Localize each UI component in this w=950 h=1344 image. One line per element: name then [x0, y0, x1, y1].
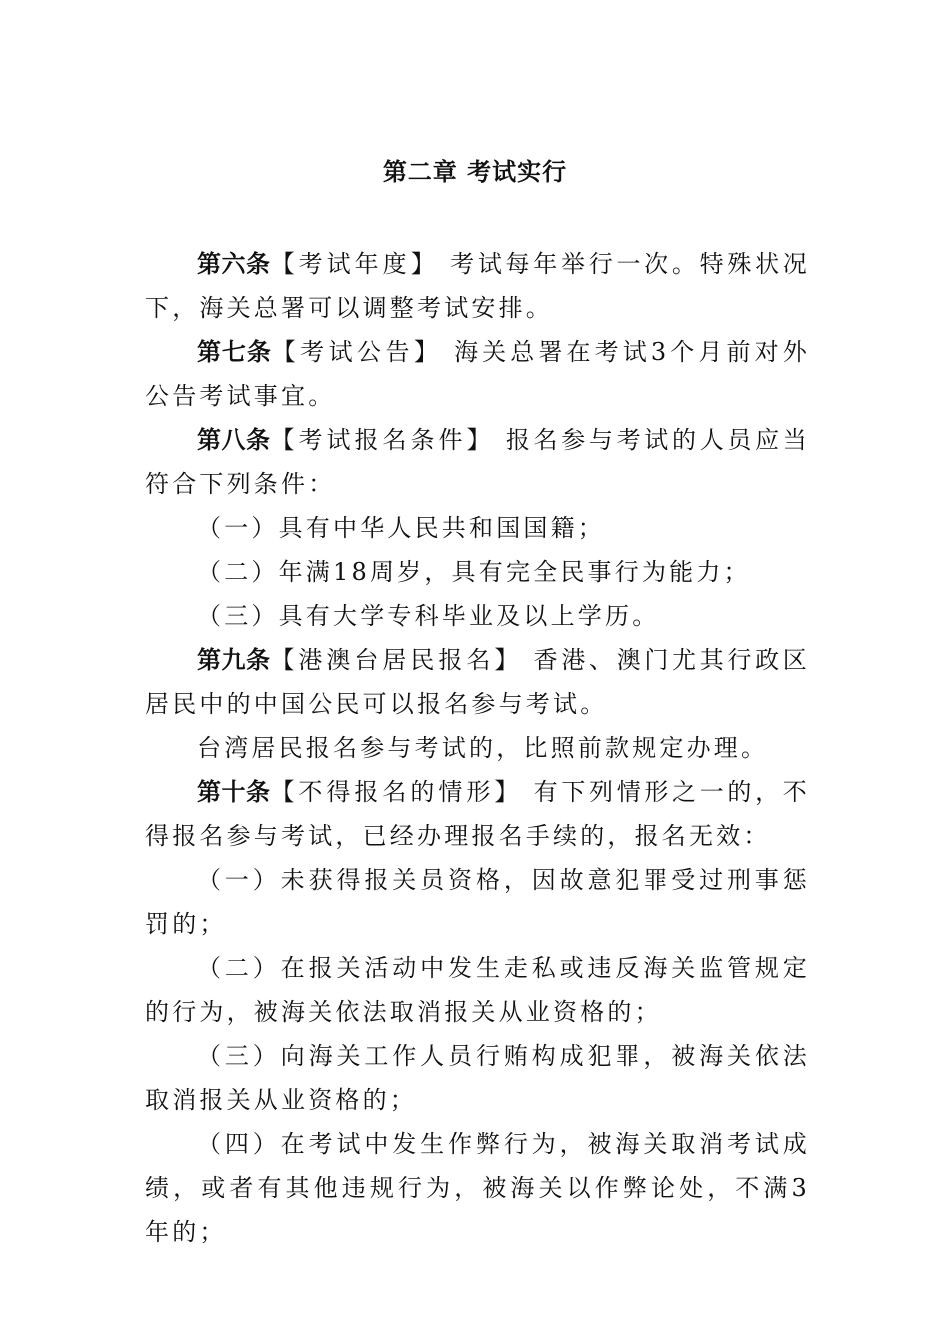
article-number: 第七条	[197, 338, 272, 366]
list-item-text: （四）在考试中发生作弊行为，被海关取消考试成绩，或者有其他违规行为，被海关以作弊论处，不满3年的；	[145, 1130, 810, 1246]
list-item-text: （一）未获得报关员资格，因故意犯罪受过刑事惩罚的；	[145, 866, 810, 938]
article-heading: 【考试报名条件】	[270, 426, 495, 454]
list-item	[145, 506, 810, 550]
article-text: 海关总署在考试3个月前对外公告考试事宜。	[145, 338, 810, 410]
list-item-text: （一）具有中华人民共和国国籍；	[197, 514, 605, 542]
article-heading: 【考试年度】	[270, 250, 439, 278]
article-7-paragraph	[145, 330, 810, 418]
article-heading: 【港澳台居民报名】	[270, 646, 523, 674]
chapter-body	[145, 242, 810, 1254]
list-item	[145, 946, 810, 1034]
chapter-title: 第二章 考试实行	[382, 158, 568, 186]
article-text: 香港、澳门尤其行政区居民中的中国公民可以报名参与考试。	[145, 646, 810, 718]
article-text: 有下列情形之一的，不得报名参与考试，已经办理报名手续的，报名无效：	[145, 778, 810, 850]
article-9-paragraph	[145, 638, 810, 726]
article-heading: 【考试公告】	[271, 338, 443, 366]
article-6-paragraph	[145, 242, 810, 330]
list-item	[145, 1122, 810, 1254]
list-item-text: （三）具有大学专科毕业及以上学历。	[197, 602, 660, 630]
article-number: 第十条	[197, 778, 271, 806]
list-item	[145, 858, 810, 946]
article-number: 第六条	[197, 250, 271, 278]
list-item-text: （三）向海关工作人员行贿构成犯罪，被海关依法取消报关从业资格的；	[145, 1042, 810, 1114]
article-9-continuation	[145, 726, 810, 770]
list-item-text: （二）年满18周岁，具有完全民事行为能力；	[197, 558, 751, 586]
article-number: 第八条	[197, 426, 271, 454]
article-heading: 【不得报名的情形】	[270, 778, 523, 806]
list-item-text: （二）在报关活动中发生走私或违反海关监管规定的行为，被海关依法取消报关从业资格的；	[145, 954, 810, 1026]
list-item	[145, 1034, 810, 1122]
article-number: 第九条	[197, 646, 271, 674]
paragraph-text: 台湾居民报名参与考试的，比照前款规定办理。	[197, 734, 769, 762]
article-8-paragraph	[145, 418, 810, 506]
list-item	[145, 594, 810, 638]
article-10-paragraph	[145, 770, 810, 858]
article-text: 报名参与考试的人员应当符合下列条件：	[145, 426, 810, 498]
article-text: 考试每年举行一次。特殊状况下，海关总署可以调整考试安排。	[145, 250, 810, 322]
list-item	[145, 550, 810, 594]
